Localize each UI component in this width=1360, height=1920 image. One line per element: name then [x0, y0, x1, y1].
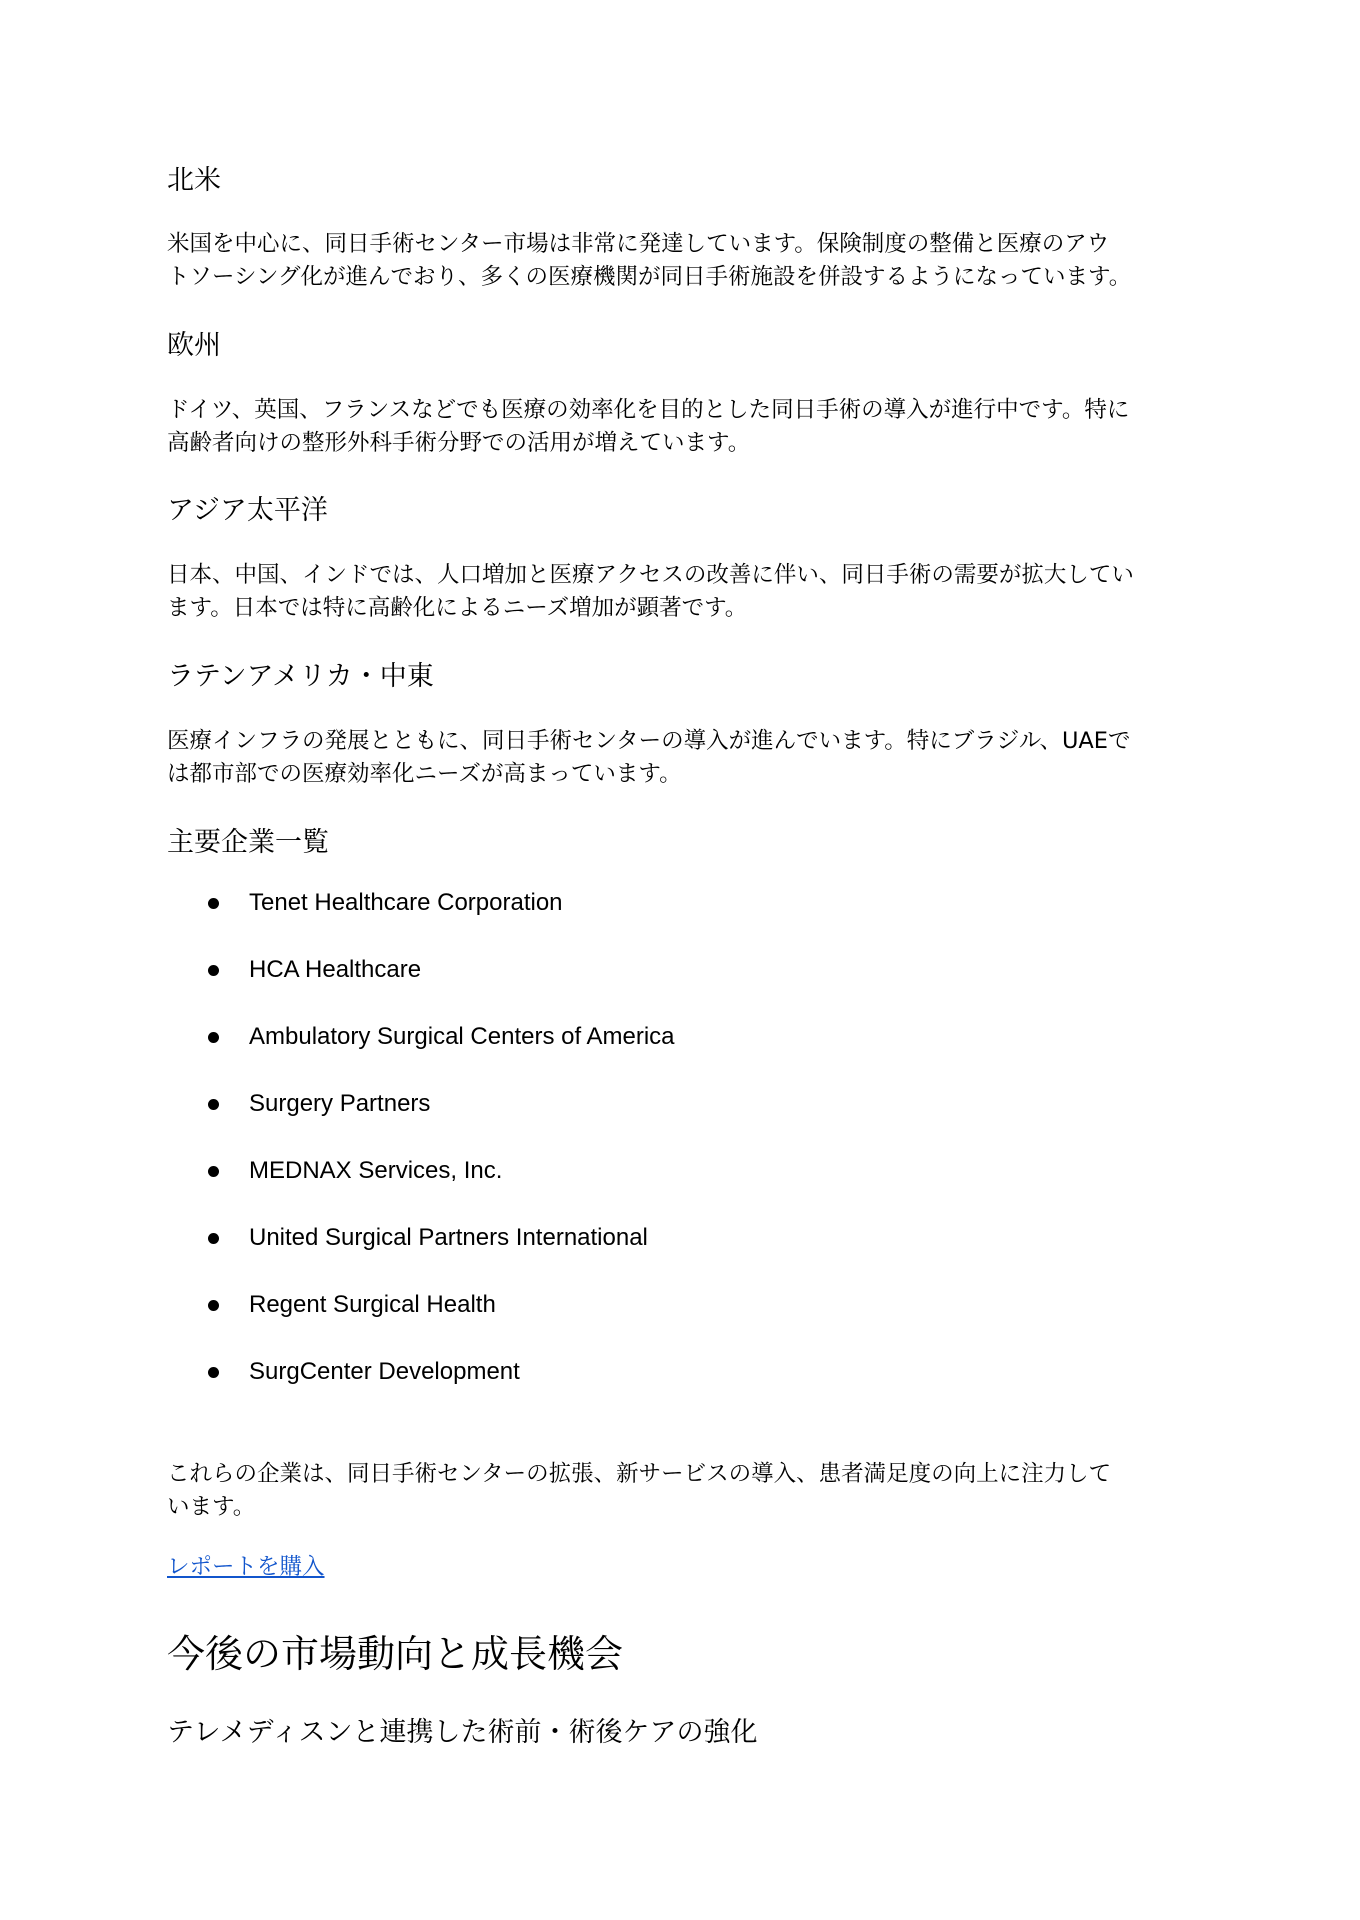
company-name: Surgery Partners [249, 1090, 431, 1117]
bullet-icon [208, 1233, 219, 1244]
paragraph-line: 日本、中国、インドでは、人口増加と医療アクセスの改善に伴い、同日手術の需要が拡大してい [167, 562, 1134, 588]
company-name: MEDNAX Services, Inc. [249, 1157, 503, 1184]
bullet-icon [208, 1367, 219, 1378]
section-heading-europe: 欧州 [167, 330, 221, 361]
paragraph-line: 高齢者向けの整形外科手術分野での活用が増えています。 [167, 430, 751, 456]
company-name: Ambulatory Surgical Centers of America [249, 1023, 675, 1050]
bullet-icon [208, 1099, 219, 1110]
paragraph-line: 医療インフラの発展とともに、同日手術センターの導入が進んでいます。特にブラジル、UAEで [167, 728, 1131, 754]
company-name: Tenet Healthcare Corporation [249, 889, 563, 916]
bullet-icon [208, 1032, 219, 1043]
bullet-icon [208, 1166, 219, 1177]
trends-heading: 今後の市場動向と成長機会 [167, 1632, 624, 1676]
bullet-icon [208, 898, 219, 909]
company-name: United Surgical Partners International [249, 1224, 648, 1251]
section-paragraph-north-america [167, 228, 1207, 294]
section-paragraph-asia-pacific [167, 559, 1207, 625]
section-heading-north-america: 北米 [167, 165, 221, 196]
section-heading-latam-middle-east: ラテンアメリカ・中東 [167, 661, 434, 692]
section-paragraph-latam-middle-east [167, 725, 1207, 791]
company-name: SurgCenter Development [249, 1358, 520, 1385]
paragraph-line: ドイツ、英国、フランスなどでも医療の効率化を目的とした同日手術の導入が進行中です。特に [167, 397, 1130, 423]
paragraph-line: ます。日本では特に高齢化によるニーズ増加が顕著です。 [167, 595, 748, 621]
paragraph-line: これらの企業は、同日手術センターの拡張、新サービスの導入、患者満足度の向上に注力して [167, 1461, 1112, 1487]
purchase-report-link[interactable]: レポートを購入 [167, 1554, 325, 1580]
bullet-icon [208, 965, 219, 976]
section-heading-asia-pacific: アジア太平洋 [167, 495, 328, 526]
companies-heading: 主要企業一覧 [167, 827, 329, 858]
companies-summary [167, 1458, 1207, 1524]
paragraph-line: います。 [167, 1494, 256, 1520]
company-name: HCA Healthcare [249, 956, 422, 983]
paragraph-line: は都市部での医療効率化ニーズが高まっています。 [167, 761, 682, 787]
section-paragraph-europe [167, 394, 1207, 460]
paragraph-line: 米国を中心に、同日手術センター市場は非常に発達しています。保険制度の整備と医療のアウ [167, 231, 1110, 257]
company-name: Regent Surgical Health [249, 1291, 496, 1318]
paragraph-line: トソーシング化が進んでおり、多くの医療機関が同日手術施設を併設するようになっています。 [167, 264, 1132, 290]
bullet-icon [208, 1300, 219, 1311]
trends-subheading: テレメディスンと連携した術前・術後ケアの強化 [167, 1717, 758, 1748]
